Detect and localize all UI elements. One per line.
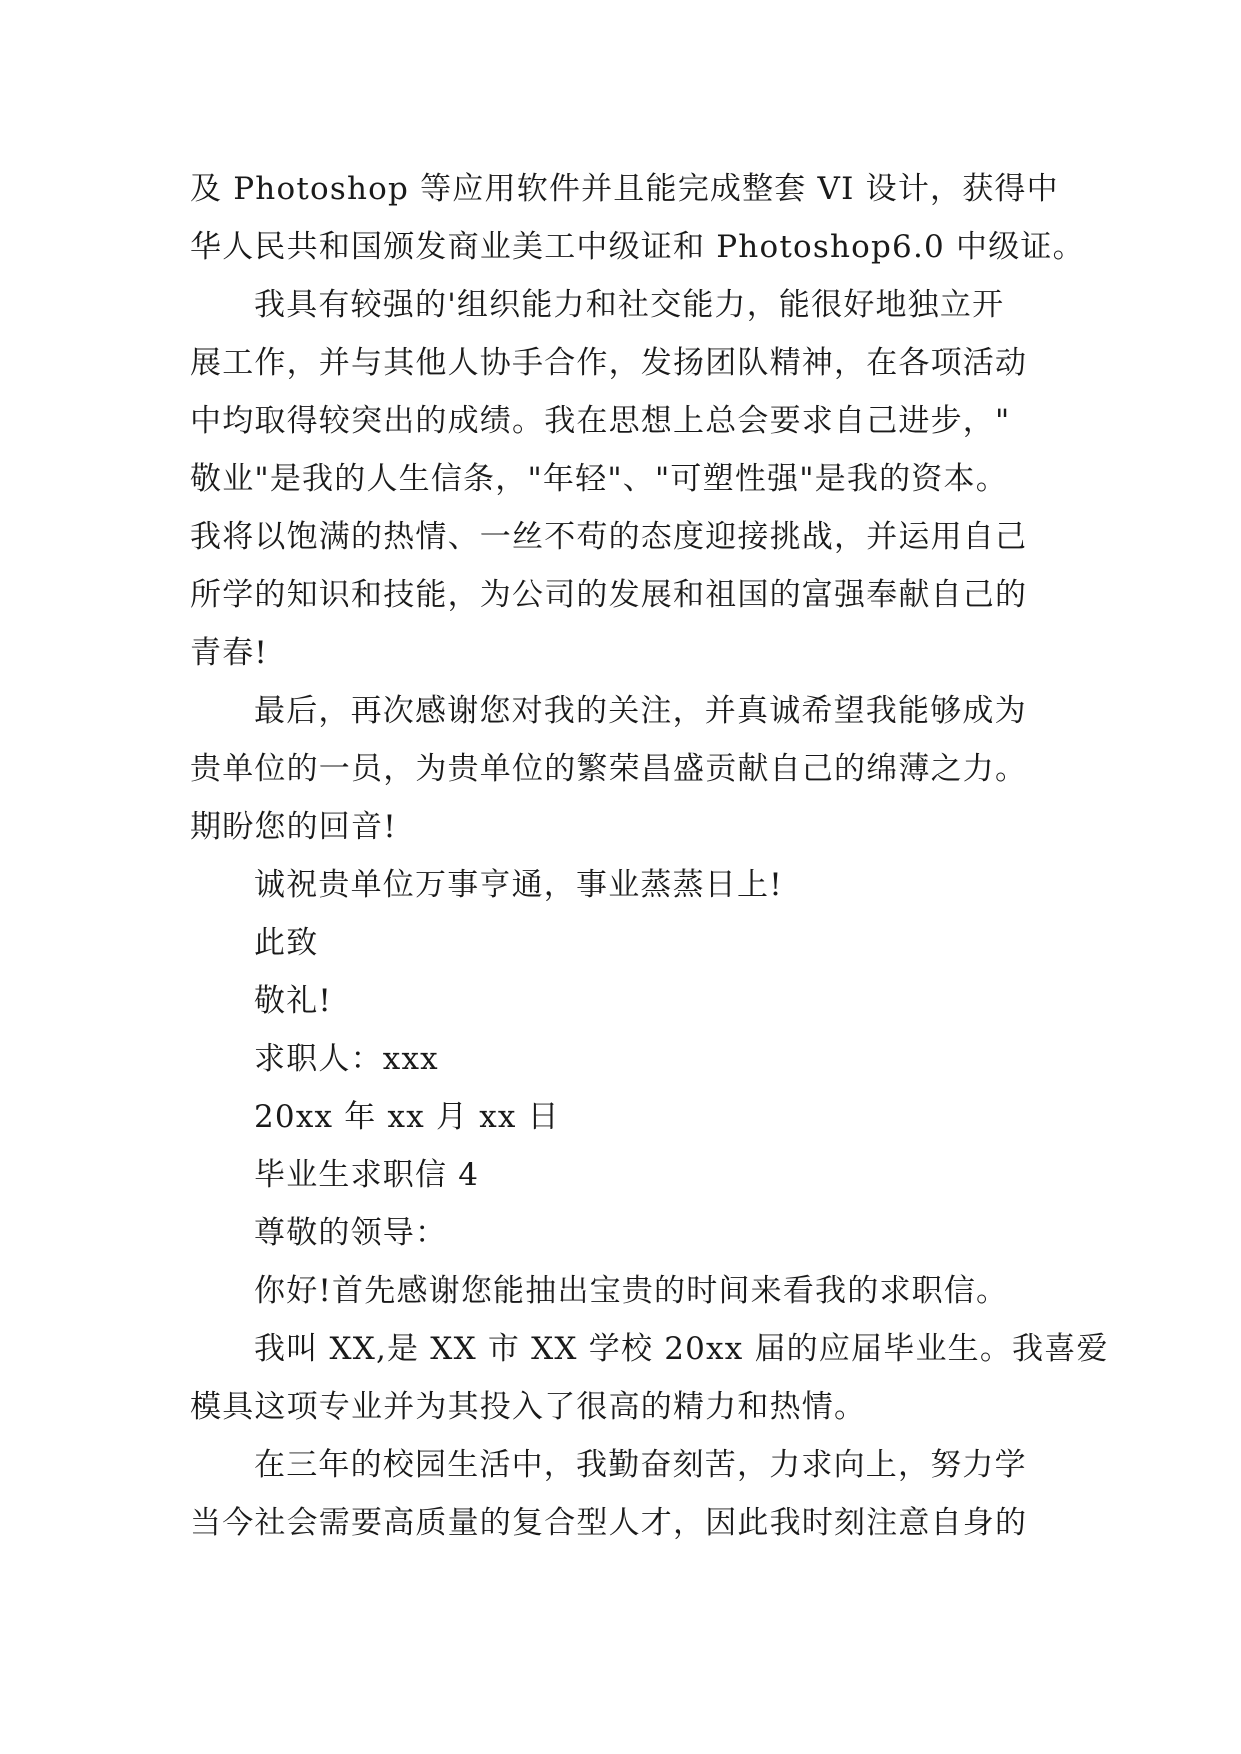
text-line: 最后，再次感谢您对我的关注，并真诚希望我能够成为	[254, 693, 1027, 729]
closing-wish: 诚祝贵单位万事亨通，事业蒸蒸日上!	[254, 867, 783, 903]
letter-body	[190, 160, 1109, 1552]
text-line: 青春!	[190, 635, 269, 671]
greeting: 尊敬的领导：	[254, 1215, 448, 1251]
text-line: 敬业"是我的人生信条，"年轻"、"可塑性强"是我的资本。	[190, 461, 1008, 497]
text-line: 我将以饱满的热情、一丝不苟的态度迎接挑战，并运用自己	[190, 519, 1028, 555]
text-line: 中均取得较突出的成绩。我在思想上总会要求自己进步，"	[190, 403, 1011, 439]
text-line: 展工作，并与其他人协手合作，发扬团队精神，在各项活动	[190, 345, 1028, 381]
text-line: 华人民共和国颁发商业美工中级证和 Photoshop6.0 中级证。	[190, 229, 1085, 265]
text-line: 我具有较强的'组织能力和社交能力，能很好地独立开	[254, 287, 1005, 323]
text-line: 你好!首先感谢您能抽出宝贵的时间来看我的求职信。	[254, 1273, 1009, 1309]
salutation-closing: 此致	[254, 925, 319, 961]
salutation-respect: 敬礼!	[254, 983, 333, 1019]
text-line: 及 Photoshop 等应用软件并且能完成整套 VI 设计，获得中	[190, 171, 1059, 207]
applicant-name: 求职人：xxx	[254, 1041, 439, 1077]
text-line: 贵单位的一员，为贵单位的繁荣昌盛贡献自己的绵薄之力。	[190, 751, 1028, 787]
text-line: 所学的知识和技能，为公司的发展和祖国的富强奉献自己的	[190, 577, 1028, 613]
text-line: 当今社会需要高质量的复合型人才，因此我时刻注意自身的	[190, 1505, 1028, 1541]
text-line: 期盼您的回音!	[190, 809, 397, 845]
letter-date: 20xx 年 xx 月 xx 日	[254, 1099, 560, 1135]
text-line: 我叫 XX,是 XX 市 XX 学校 20xx 届的应届毕业生。我喜爱	[254, 1331, 1109, 1367]
text-line: 在三年的校园生活中，我勤奋刻苦，力求向上，努力学	[254, 1447, 1027, 1483]
text-line: 模具这项专业并为其投入了很高的精力和热情。	[190, 1389, 867, 1425]
section-title: 毕业生求职信 4	[254, 1157, 480, 1193]
